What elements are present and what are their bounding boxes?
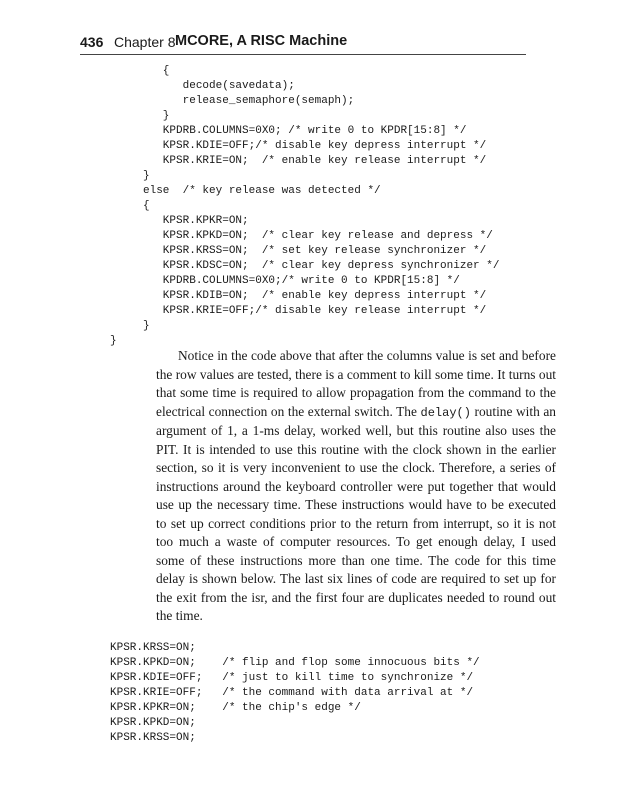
code-line: } (110, 170, 150, 182)
code-line: { (110, 65, 170, 77)
code-line: KPSR.KPKD=ON; /* clear key release and depress */ (110, 230, 493, 242)
code-line: else /* key release was detected */ (110, 185, 381, 197)
code-line: KPSR.KDIE=OFF; /* just to kill time to synchronize */ (110, 672, 474, 684)
code-line: KPSR.KPKD=ON; (110, 717, 196, 729)
code-line: release_semaphore(semaph); (110, 95, 355, 107)
code-block-keypad-isr (110, 64, 499, 349)
code-line: KPDRB.COLUMNS=0X0;/* write 0 to KPDR[15:8] */ (110, 275, 460, 287)
code-line: KPSR.KRIE=OFF; /* the command with data arrival at */ (110, 687, 474, 699)
code-line: } (110, 320, 150, 332)
code-line: KPSR.KPKR=ON; (110, 215, 249, 227)
code-block-delay (110, 641, 480, 746)
code-line: KPSR.KRIE=ON; /* enable key release interrupt */ (110, 155, 487, 167)
paragraph-text-start: Notice in the code above that after the columns value is set and before the row values are tested, there is a comment to kill some time. It turns out that some time is required to allow propagation from the command to the electrical connection on the external switch. The (156, 348, 556, 419)
code-line: KPSR.KRSS=ON; /* set key release synchronizer */ (110, 245, 487, 257)
code-line: KPDRB.COLUMNS=0X0; /* write 0 to KPDR[15:8] */ (110, 125, 467, 137)
inline-code-delay: delay() (420, 405, 471, 420)
chapter-label: Chapter 8 (114, 34, 176, 50)
code-line: decode(savedata); (110, 80, 295, 92)
code-line: { (110, 200, 150, 212)
code-line: KPSR.KPKD=ON; /* flip and flop some innocuous bits */ (110, 657, 480, 669)
code-line: } (110, 110, 170, 122)
code-line: } (110, 335, 117, 347)
code-line: KPSR.KRIE=OFF;/* disable key release interrupt */ (110, 305, 487, 317)
code-line: KPSR.KRSS=ON; (110, 732, 196, 744)
body-paragraph (156, 347, 556, 626)
page-header (80, 32, 526, 55)
code-line: KPSR.KPKR=ON; /* the chip's edge */ (110, 702, 361, 714)
code-line: KPSR.KDSC=ON; /* clear key depress synchronizer */ (110, 260, 500, 272)
page-number: 436 (80, 34, 104, 50)
code-line: KPSR.KDIB=ON; /* enable key depress interrupt */ (110, 290, 487, 302)
paragraph-text-end: routine with an argument of 1, a 1-ms delay, worked well, but this routine also uses the PIT. It is intended to use this routine with the clock shown in the earlier section, so it is very inconvenient to use the clock. Therefore, a series of instructions around the keyboard controller were put together that would use up the necessary time. These instructions would have to be executed to set up correct conditions prior to the return from interrupt, so it is not too much a waste of computer resources. To get enough delay, I used some of these instructions more than one time. The code for this time delay is shown below. The last six lines of code are required to set up for the exit from the isr, and the first four are duplicates needed to round out the time. (156, 403, 557, 623)
chapter-title: MCORE, A RISC Machine (175, 33, 348, 49)
code-line: KPSR.KDIE=OFF;/* disable key depress interrupt */ (110, 140, 487, 152)
code-line: KPSR.KRSS=ON; (110, 642, 196, 654)
